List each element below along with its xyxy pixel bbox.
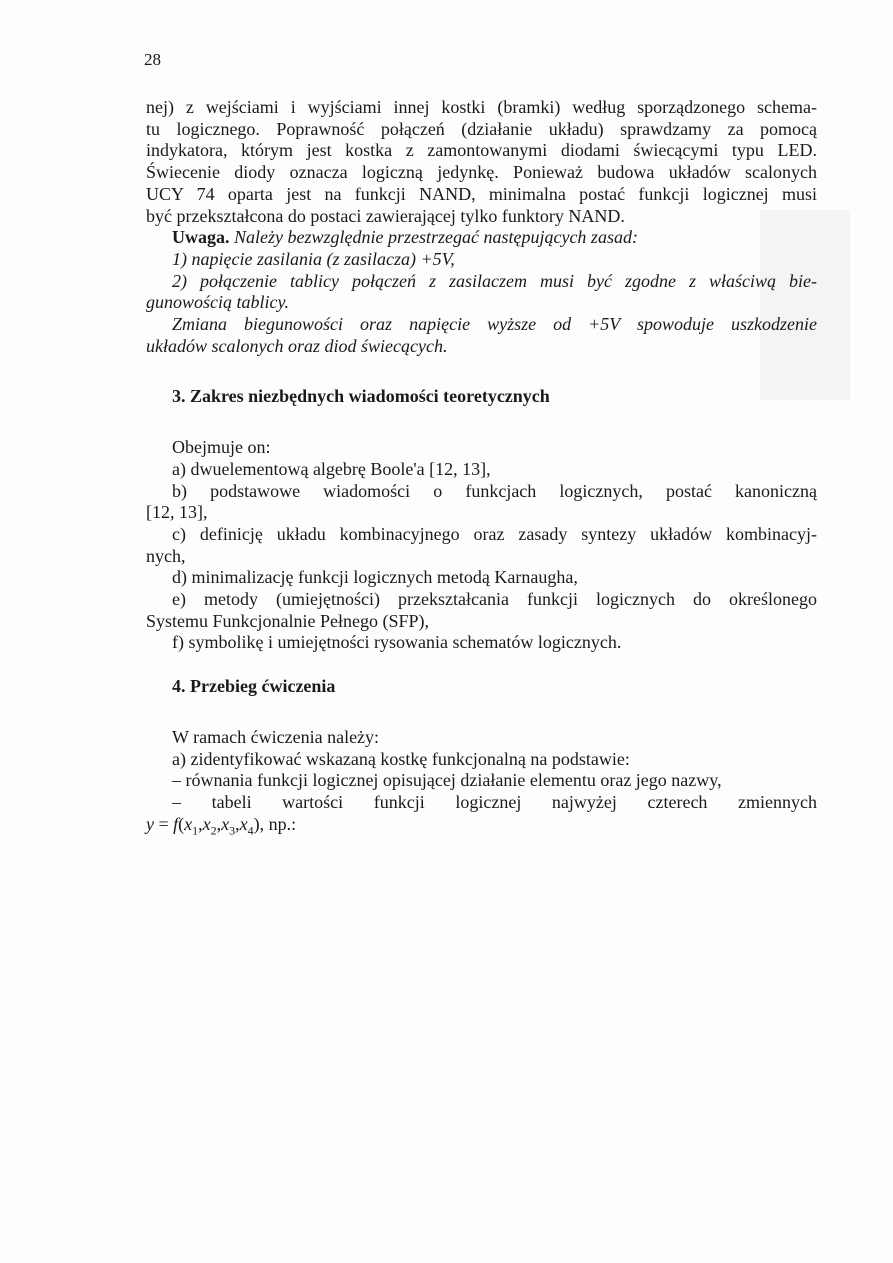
page-number: 28 [144, 50, 161, 69]
list-item: c) definicję układu kombinacyjnego oraz zasady syntezy układów kombinacyj- [172, 523, 817, 544]
intro-line: być przekształcona do postaci zawierającej tylko funktory NAND. [146, 205, 625, 226]
formula: $y = f(x_1,x_2,x_3,x_4)$, np.: [146, 813, 297, 838]
intro-line: nej) z wejściami i wyjściami innej kostki (bramki) według sporządzonego schema- [146, 97, 817, 117]
list-item-cont: Systemu Funkcjonalnie Pełnego (SFP), [146, 610, 429, 631]
warning-note: Zmiana biegunowości oraz napięcie wyższe od +5V spowoduje uszkodzenie [172, 314, 817, 335]
list-item: b) podstawowe wiadomości o funkcjach logicznych, postać kanoniczną [172, 480, 817, 501]
list-item-cont: [12, 13], [146, 502, 208, 523]
list-item: d) minimalizację funkcji logicznych metodą Karnaugha, [172, 567, 578, 588]
dash-item: – równania funkcji logicznej opisującej działanie elementu oraz jego nazwy, [172, 770, 722, 791]
intro-line: indykatora, którym jest kostka z zamontowanymi diodami świecącymi typu LED. [146, 140, 817, 161]
warning-label: Uwaga. [172, 227, 230, 248]
list-intro: Obejmuje on: [172, 437, 271, 458]
list-item: e) metody (umiejętności) przekształcania funkcji logicznych do określonego [172, 589, 817, 610]
section-3-heading: 3. Zakres niezbędnych wiadomości teoretycznych [172, 386, 550, 407]
warning-item: 2) połączenie tablicy połączeń z zasilaczem musi być zgodne z właściwą bie- [172, 270, 817, 291]
intro-line: Świecenie diody oznacza logiczną jedynkę. Ponieważ budowa układów scalonych [146, 162, 817, 183]
list-item: f) symbolikę i umiejętności rysowania schematów logicznych. [172, 632, 622, 653]
warning-lead [146, 227, 817, 249]
body-text [146, 97, 817, 842]
list-intro: W ramach ćwiczenia należy: [172, 726, 380, 747]
list-item: a) dwuelementową algebrę Boole'a [12, 13], [172, 458, 491, 479]
warning-item-cont: gunowością tablicy. [146, 292, 289, 313]
section-4-heading: 4. Przebieg ćwiczenia [172, 676, 336, 697]
warning-text: Należy bezwzględnie przestrzegać następujących zasad: [234, 227, 638, 248]
list-item-cont: nych, [146, 545, 186, 566]
intro-line: UCY 74 oparta jest na funkcji NAND, minimalna postać funkcji logicznej musi [146, 183, 817, 204]
dash-item: – tabeli wartości funkcji logicznej najwyżej czterech zmiennych [172, 791, 817, 812]
list-item: a) zidentyfikować wskazaną kostkę funkcjonalną na podstawie: [172, 748, 630, 769]
warning-note-cont: układów scalonych oraz diod świecących. [146, 335, 448, 356]
intro-line: tu logicznego. Poprawność połączeń (działanie układu) sprawdzamy za pomocą [146, 118, 817, 139]
warning-item: 1) napięcie zasilania (z zasilacza) +5V, [172, 248, 455, 269]
